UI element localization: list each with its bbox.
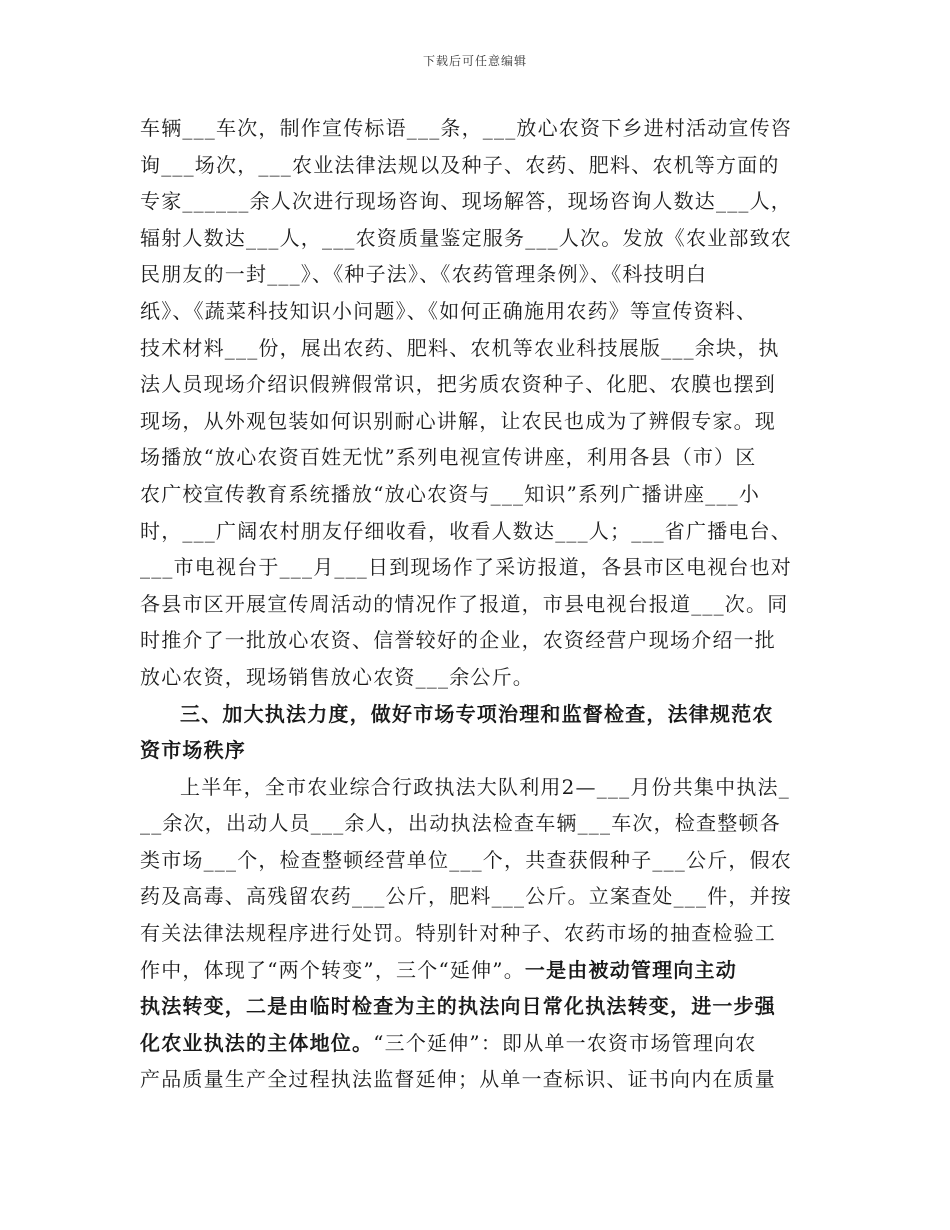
text-line: 询___场次，___农业法律法规以及种子、农药、肥料、农机等方面的 xyxy=(140,152,780,177)
text-line: ___市电视台于___月___日到现场作了采访报道，各县市区电视台也对 xyxy=(140,555,792,580)
bold-text-segment: 一是由被动管理向主动 xyxy=(524,957,737,982)
section-heading-line: 资市场秩序 xyxy=(140,738,246,763)
paragraph-lines xyxy=(140,110,820,952)
text-line: 农广校宣传教育系统播放“放心农资与___知识”系列广播讲座___小 xyxy=(140,481,761,506)
text-line xyxy=(140,952,820,989)
bold-text-segment: 化农业执法的主体地位。 xyxy=(140,1030,374,1055)
text-line: 类市场___个，检查整顿经营单位___个，共查获假种子___公斤，假农 xyxy=(140,847,792,872)
text-segment: 作中，体现了“两个转变”，三个“延伸”。 xyxy=(140,957,525,982)
text-line: 技术材料___份，展出农药、肥料、农机等农业科技展版___余块，执 xyxy=(140,335,780,360)
text-line: 放心农资，现场销售放心农资___余公斤。 xyxy=(140,664,534,689)
text-line: 车辆___车次，制作宣传标语___条，___放心农资下乡进村活动宣传咨 xyxy=(140,116,792,140)
text-line xyxy=(140,1025,820,1062)
text-line: 场播放“放心农资百姓无忧”系列电视宣传讲座，利用各县（市）区 xyxy=(140,445,757,470)
text-line: 辐射人数达___人，___农资质量鉴定服务___人次。发放《农业部致农 xyxy=(140,225,792,250)
text-line: 产品质量生产全过程执法监督延伸；从单一查标识、证书向内在质量 xyxy=(140,1067,776,1092)
bold-text-segment: 执法转变，二是由临时检查为主的执法向日常化执法转变，进一步强 xyxy=(140,994,776,1019)
text-line: __余次，出动人员___余人，出动执法检查车辆___车次，检查整顿各 xyxy=(140,811,781,836)
text-segment: “三个延伸”：即从单一农资市场管理向农 xyxy=(373,1030,757,1055)
document-body xyxy=(140,110,820,1098)
text-line: 各县市区开展宣传周活动的情况作了报道，市县电视台报道___次。同 xyxy=(140,591,789,616)
text-line: 药及高毒、高残留农药___公斤，肥料___公斤。立案查处___件，并按 xyxy=(140,884,792,909)
text-line: 专家______余人次进行现场咨询、现场解答，现场咨询人数达___人， xyxy=(140,189,792,214)
text-line: 时推介了一批放心农资、信誉较好的企业，农资经营户现场介绍一批 xyxy=(140,628,776,653)
text-line: 有关法律法规程序进行处罚。特别针对种子、农药市场的抽查检验工 xyxy=(140,921,776,946)
text-line: 现场，从外观包装如何识别耐心讲解，让农民也成为了辨假专家。现 xyxy=(140,408,776,433)
text-line: 上半年，全市农业综合行政执法大队利用2—___月份共集中执法_ xyxy=(180,774,790,799)
text-line xyxy=(140,988,820,1025)
text-line: 纸》、《蔬菜科技知识小问题》、《如何正确施用农药》等宣传资料、 xyxy=(140,298,758,323)
section-heading-line: 三、加大执法力度，做好市场专项治理和监督检查，法律规范农 xyxy=(180,701,774,726)
text-line: 法人员现场介绍识假辨假常识，把劣质农资种子、化肥、农膜也摆到 xyxy=(140,372,776,397)
text-line: 民朋友的一封___》、《种子法》、《农药管理条例》、《科技明白 xyxy=(140,262,708,287)
text-line: 时，___广阔农村朋友仔细收看，收看人数达___人；___省广播电台、 xyxy=(140,518,792,543)
page-header-note: 下载后可任意编辑 xyxy=(422,54,527,68)
